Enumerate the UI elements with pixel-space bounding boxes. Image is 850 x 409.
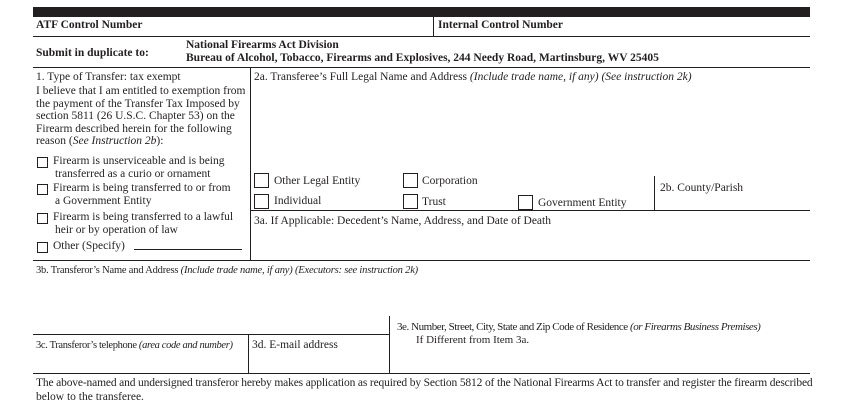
- section3e-title: 3e. Number, Street, City, State and Zip Code of Residence: [397, 321, 631, 333]
- government-transfer-checkbox[interactable]: [37, 184, 48, 195]
- reason-instruction: See Instruction 2b: [72, 135, 157, 148]
- unserviceable-label: [53, 155, 225, 180]
- reason-suffix: ):: [156, 135, 164, 148]
- other-legal-entity-checkbox[interactable]: [254, 173, 269, 188]
- option-line: heir or by operation of law: [55, 223, 178, 236]
- section2b-label: 2b. County/Parish: [660, 182, 744, 194]
- section1-intro: [36, 85, 246, 148]
- option-line: Firearm is being transferred to or from: [53, 182, 231, 194]
- option-line: Firearm is being transferred to a lawful: [53, 211, 234, 223]
- division-address: Bureau of Alcohol, Tobacco, Firearms and Explosives, 244 Needy Road, Martinsburg, WV 25405: [186, 52, 659, 64]
- trust-checkbox[interactable]: [403, 194, 418, 209]
- section1-title: 1. Type of Transfer: tax exempt: [36, 71, 181, 83]
- government-entity-checkbox[interactable]: [518, 195, 533, 210]
- statement-line2: below to the transferee.: [36, 391, 144, 403]
- division-name: National Firearms Act Division: [186, 39, 339, 51]
- section2a-title: 2a. Transferee’s Full Legal Name and Address: [254, 71, 470, 83]
- option-line: transferred as a curio or ornament: [55, 167, 211, 180]
- divider: [433, 17, 434, 36]
- corporation-label: Corporation: [422, 175, 478, 187]
- divider: [250, 67, 251, 260]
- section3b-hint: (Include trade name, if any) (Executors: see instruction 2k): [180, 265, 418, 276]
- intro-line: I believe that I am entitled to exemption from: [36, 85, 246, 97]
- divider: [248, 334, 249, 373]
- other-specify-line[interactable]: [134, 249, 242, 250]
- unserviceable-checkbox[interactable]: [37, 157, 48, 168]
- lawful-heir-label: [53, 211, 233, 236]
- divider: [33, 334, 389, 335]
- statement-line1: The above-named and undersigned transferor hereby makes application as required by Section 5812 of the National Firearms Act to transfer and register the firearm described: [36, 377, 813, 389]
- section3d-label: 3d. E-mail address: [252, 339, 338, 351]
- divider: [33, 373, 810, 374]
- reason-prefix: reason (: [36, 135, 73, 148]
- divider: [33, 260, 810, 261]
- section3a-label: 3a. If Applicable: Decedent’s Name, Address, and Date of Death: [254, 215, 551, 227]
- internal-control-number-label: Internal Control Number: [438, 19, 564, 31]
- option-line: a Government Entity: [55, 194, 152, 207]
- section3b-label: [36, 264, 418, 277]
- individual-label: Individual: [274, 195, 322, 207]
- divider: [33, 67, 810, 68]
- corporation-checkbox[interactable]: [403, 173, 418, 188]
- option-line: Firearm is unserviceable and is being: [53, 155, 225, 167]
- intro-line: Firearm described herein for the following: [36, 122, 232, 135]
- individual-checkbox[interactable]: [254, 194, 269, 209]
- lawful-heir-checkbox[interactable]: [37, 213, 48, 224]
- divider: [33, 36, 810, 37]
- intro-line: section 5811 (26 U.S.C. Chapter 53) on the: [36, 110, 235, 123]
- government-transfer-label: [53, 182, 231, 207]
- divider: [389, 316, 390, 373]
- reason-line: [36, 135, 246, 148]
- section3e-line2: If Different from Item 3a.: [416, 334, 530, 346]
- section2a-label: [254, 71, 692, 84]
- divider: [250, 210, 810, 211]
- government-entity-label: Government Entity: [538, 197, 627, 209]
- other-label: Other (Specify): [53, 240, 125, 252]
- top-bar: [33, 7, 810, 17]
- atf-control-number-label: ATF Control Number: [36, 19, 143, 31]
- other-checkbox[interactable]: [37, 242, 48, 253]
- section3c-title: 3c. Transferor’s telephone: [36, 340, 139, 351]
- other-legal-entity-label: Other Legal Entity: [274, 175, 361, 187]
- section3e-hint: (or Firearms Business Premises): [630, 321, 761, 333]
- intro-line: the payment of the Transfer Tax Imposed by: [36, 97, 240, 110]
- section3b-title: 3b. Transferor’s Name and Address: [36, 265, 181, 276]
- section3c-hint: (area code and number): [138, 340, 233, 351]
- divider: [654, 176, 655, 210]
- section3c-label: [36, 339, 233, 352]
- trust-label: Trust: [422, 196, 446, 208]
- section2a-hint: (Include trade name, if any) (See instruction 2k): [469, 71, 692, 83]
- section3e-label: [397, 321, 760, 334]
- submit-label: Submit in duplicate to:: [36, 47, 149, 59]
